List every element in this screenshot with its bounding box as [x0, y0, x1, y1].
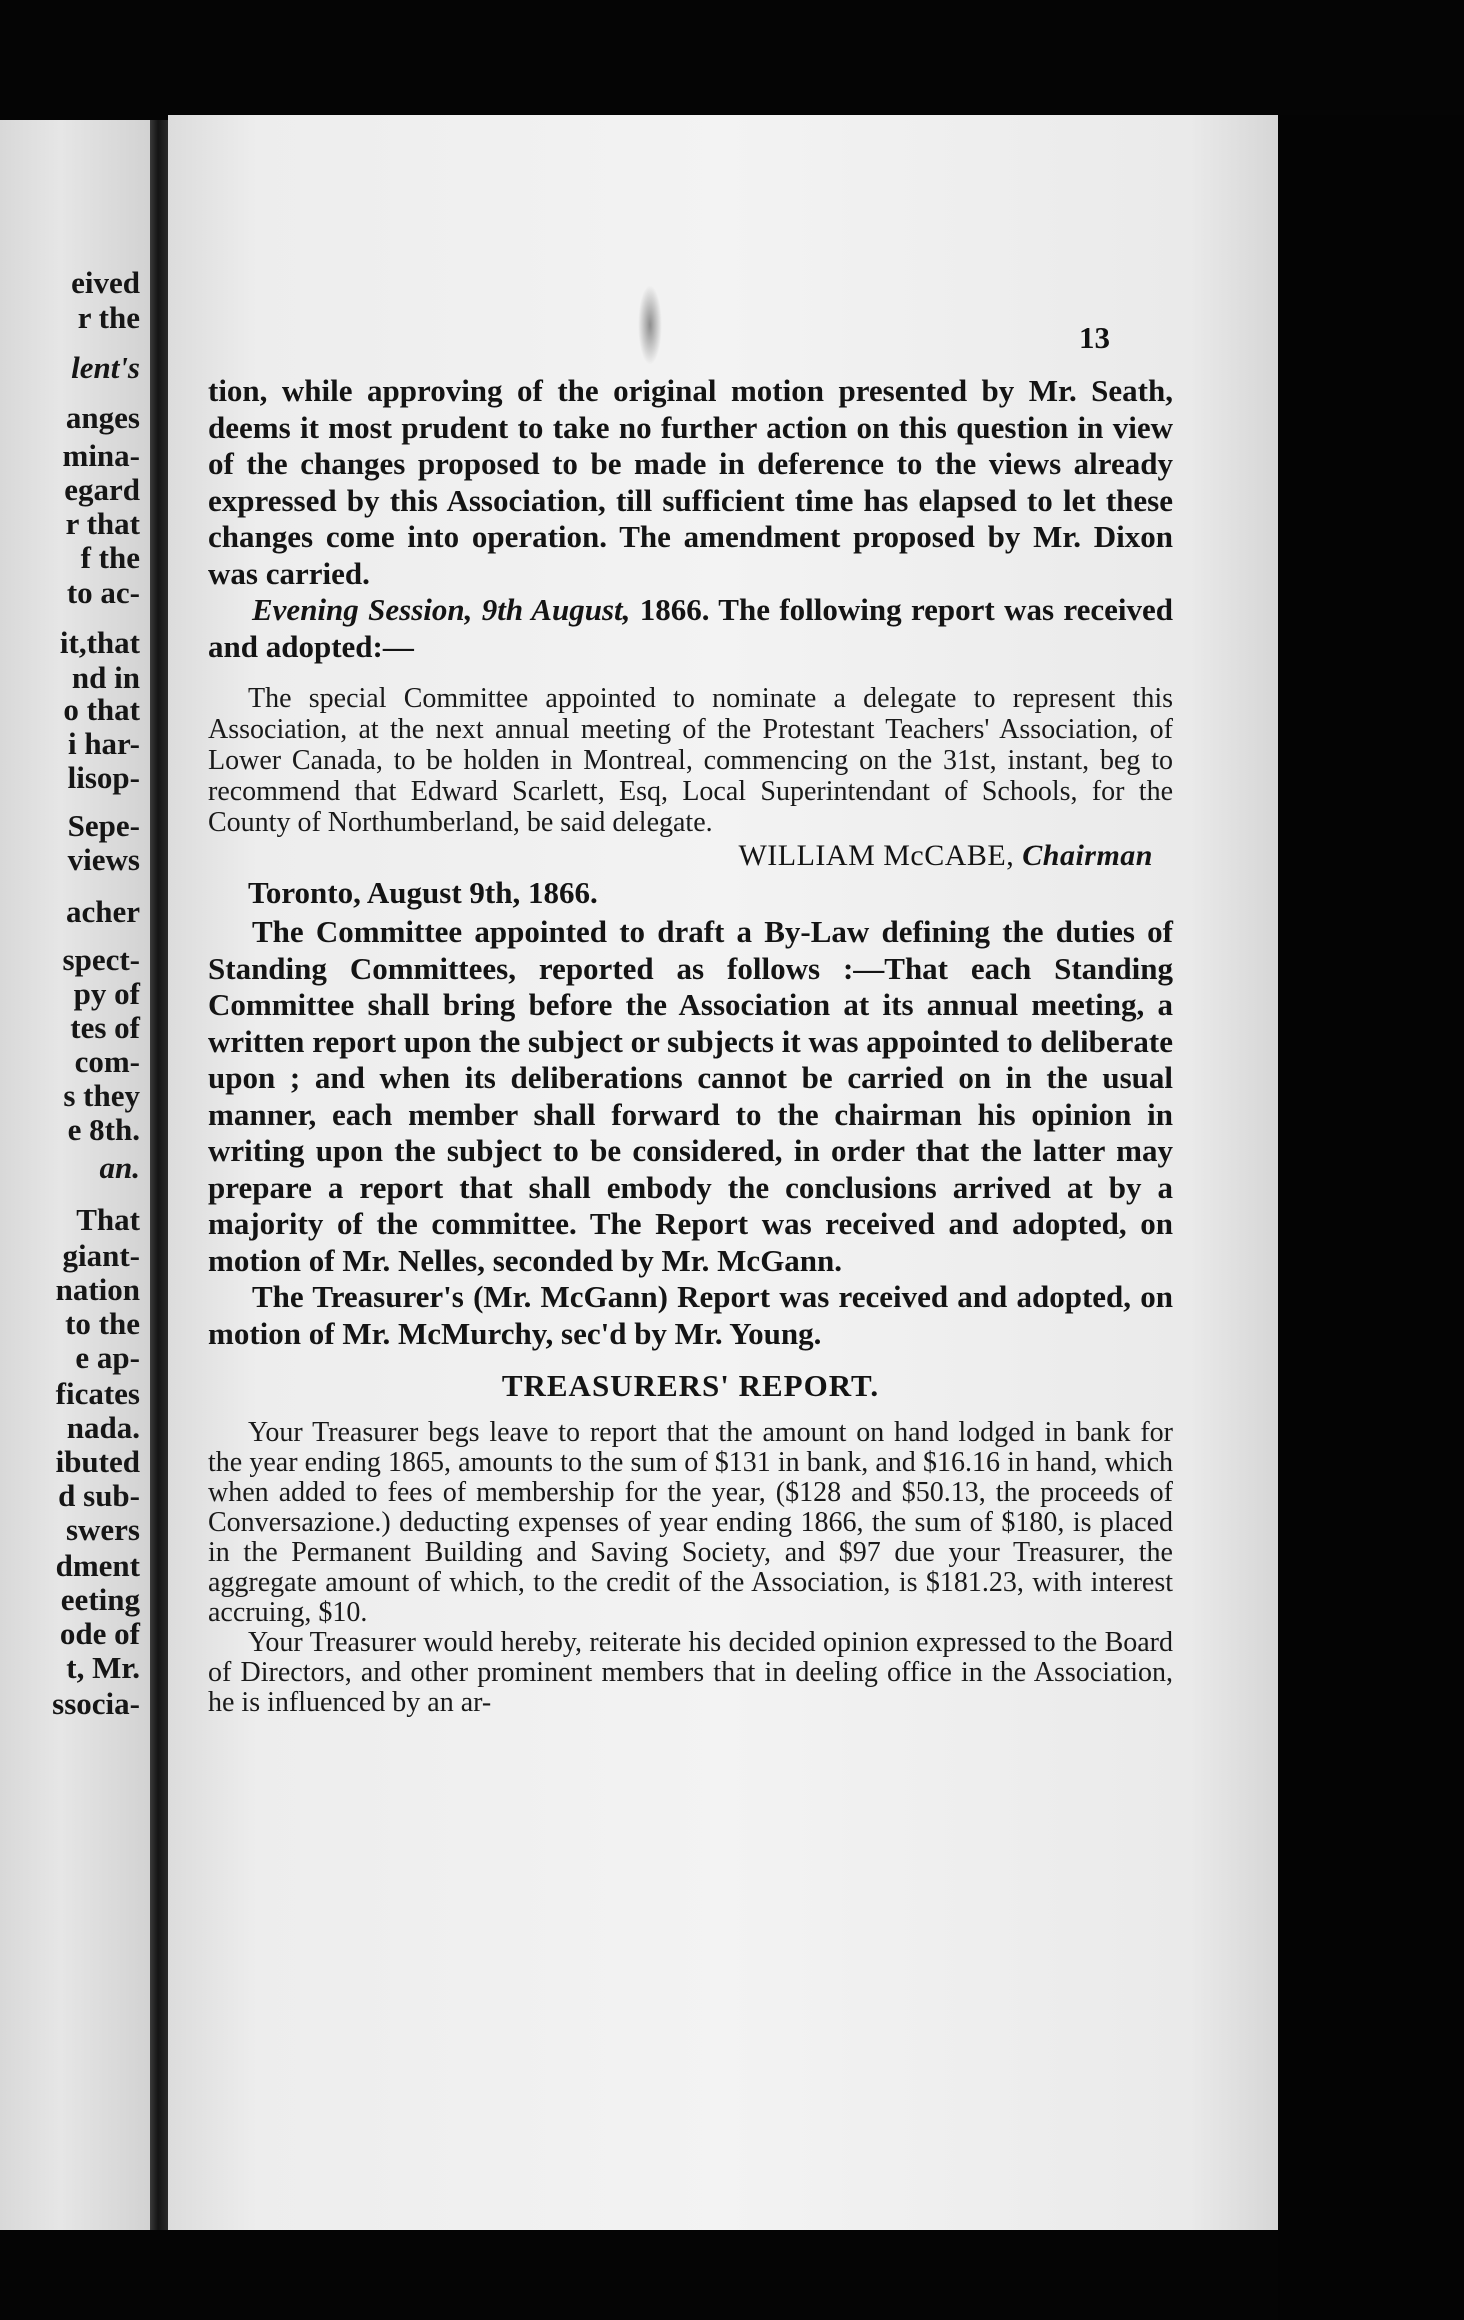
- book-page: [168, 115, 1278, 2230]
- previous-page-fragment: ficates: [55, 1376, 140, 1411]
- paragraph-evening-session: [208, 592, 1173, 665]
- previous-page-fragment: i har-: [67, 726, 140, 761]
- signature-name: WILLIAM McCABE,: [738, 839, 1023, 872]
- paragraph-bylaw: The Committee appointed to draft a By-Law defining the duties of Standing Committees, reported as follows :—That each Standing Committee shall bring before the Association at its annual meeting, a written report upon the subject or subjects it was appointed to deliberate upon ; and when its deliberations cannot be carried on in the usual manner, each member shall forward to the chairman his opinion in writing upon the subject to be considered, in order that the latter may prepare a report that shall embody the conclusions arrived at by a majority of the committee. The Report was received and adopted, on motion of Mr. Nelles, seconded by Mr. McGann.: [208, 914, 1173, 1278]
- previous-page-fragment: nd in: [71, 660, 140, 695]
- previous-page-fragment: lisop-: [67, 760, 140, 795]
- previous-page-fragment: eeting: [60, 1582, 140, 1617]
- previous-page-fragment: Sepe-: [67, 808, 140, 843]
- previous-page-fragment: anges: [65, 400, 140, 435]
- signature-title: Chairman: [1022, 839, 1153, 872]
- previous-page-fragment: s they: [63, 1078, 140, 1113]
- scan-background: [1278, 115, 1464, 2320]
- previous-page-fragment: ssocia-: [52, 1686, 140, 1721]
- previous-page-fragment: e ap-: [75, 1340, 140, 1375]
- previous-page-fragment: py of: [73, 976, 140, 1011]
- previous-page-fragment: t, Mr.: [66, 1650, 140, 1685]
- previous-page-fragment: com-: [74, 1044, 140, 1079]
- committee-report-quote: The special Committee appointed to nominate a delegate to represent this Association, at the next annual meeting of the Protestant Teachers' Association, of Lower Canada, to be holden in Montreal, commencing on the 31st, instant, beg to recommend that Edward Scarlett, Esq, Local Superintendant of Schools, for the County of Northumberland, be said delegate.: [208, 683, 1173, 838]
- previous-page-fragment: nada.: [66, 1410, 140, 1445]
- previous-page-fragment: o that: [63, 692, 140, 727]
- previous-page-fragment: swers: [65, 1512, 140, 1547]
- previous-page-fragment: ibuted: [55, 1444, 140, 1479]
- previous-page-fragment: acher: [65, 894, 140, 929]
- previous-page-fragment: views: [67, 842, 140, 877]
- previous-page-fragment: an.: [99, 1150, 140, 1185]
- previous-page-fragment: That: [76, 1202, 140, 1237]
- session-label: Evening Session, 9th August,: [252, 592, 631, 627]
- binding-gutter: [150, 120, 168, 2230]
- previous-page-fragment: dment: [55, 1548, 140, 1583]
- previous-page-fragment: nation: [55, 1272, 140, 1307]
- previous-page-fragment: d sub-: [58, 1478, 140, 1513]
- previous-page-fragment: lent's: [71, 350, 140, 385]
- previous-page-fragment: mina-: [62, 438, 140, 473]
- previous-page-fragment: spect-: [62, 942, 140, 977]
- previous-page-fragment: egard: [64, 472, 140, 507]
- dateline: Toronto, August 9th, 1866.: [248, 875, 598, 910]
- section-heading: TREASURERS' REPORT.: [501, 1368, 880, 1403]
- signature: [208, 838, 1173, 874]
- session-text: 1866. The following report was received and adopted:—: [208, 592, 1174, 664]
- previous-page-fragment: ode of: [59, 1616, 140, 1651]
- ink-smudge: [638, 285, 662, 365]
- previous-page-fragment: r that: [65, 506, 140, 541]
- previous-page-fragment: eived: [71, 265, 140, 300]
- previous-page-fragment: tes of: [70, 1010, 140, 1045]
- previous-page-fragment: f the: [80, 540, 140, 575]
- treasurer-report-paragraph-1: Your Treasurer begs leave to report that the amount on hand lodged in bank for the year ending 1865, amounts to the sum of $131 in bank, and $16.16 in hand, which when added to fees of membership for the year, ($128 and $50.13, the proceeds of Conversazione.) deducting expenses of year ending 1866, the sum of $180, is placed in the Permanent Building and Saving Society, and $97 due your Treasurer, the aggregate amount of which, to the credit of the Association, is $181.23, with interest accruing, $10.: [208, 1417, 1173, 1628]
- page-body: [208, 373, 1173, 1718]
- previous-page-fragment: r the: [77, 300, 140, 335]
- page-number: 13: [1079, 320, 1110, 355]
- paragraph-treasurer-motion: The Treasurer's (Mr. McGann) Report was received and adopted, on motion of Mr. McMurchy, sec'd by Mr. Young.: [208, 1279, 1173, 1351]
- previous-page-fragment: to ac-: [66, 575, 140, 610]
- previous-page-fragment: e 8th.: [67, 1112, 140, 1147]
- previous-page-fragment: giant-: [62, 1238, 140, 1273]
- previous-page-edge: [0, 120, 150, 2230]
- paragraph-amendment: tion, while approving of the original motion presented by Mr. Seath, deems it most prudent to take no further action on this question in view of the changes proposed to be made in deference to the views already expressed by this Association, till sufficient time has elapsed to let these changes come into operation. The amendment proposed by Mr. Dixon was carried.: [208, 373, 1173, 591]
- treasurer-report-paragraph-2: Your Treasurer would hereby, reiterate his decided opinion expressed to the Board of Directors, and other prominent members that in deeling office in the Association, he is influenced by an ar-: [208, 1627, 1173, 1718]
- previous-page-fragment: to the: [65, 1306, 140, 1341]
- previous-page-fragment: it,that: [59, 625, 140, 660]
